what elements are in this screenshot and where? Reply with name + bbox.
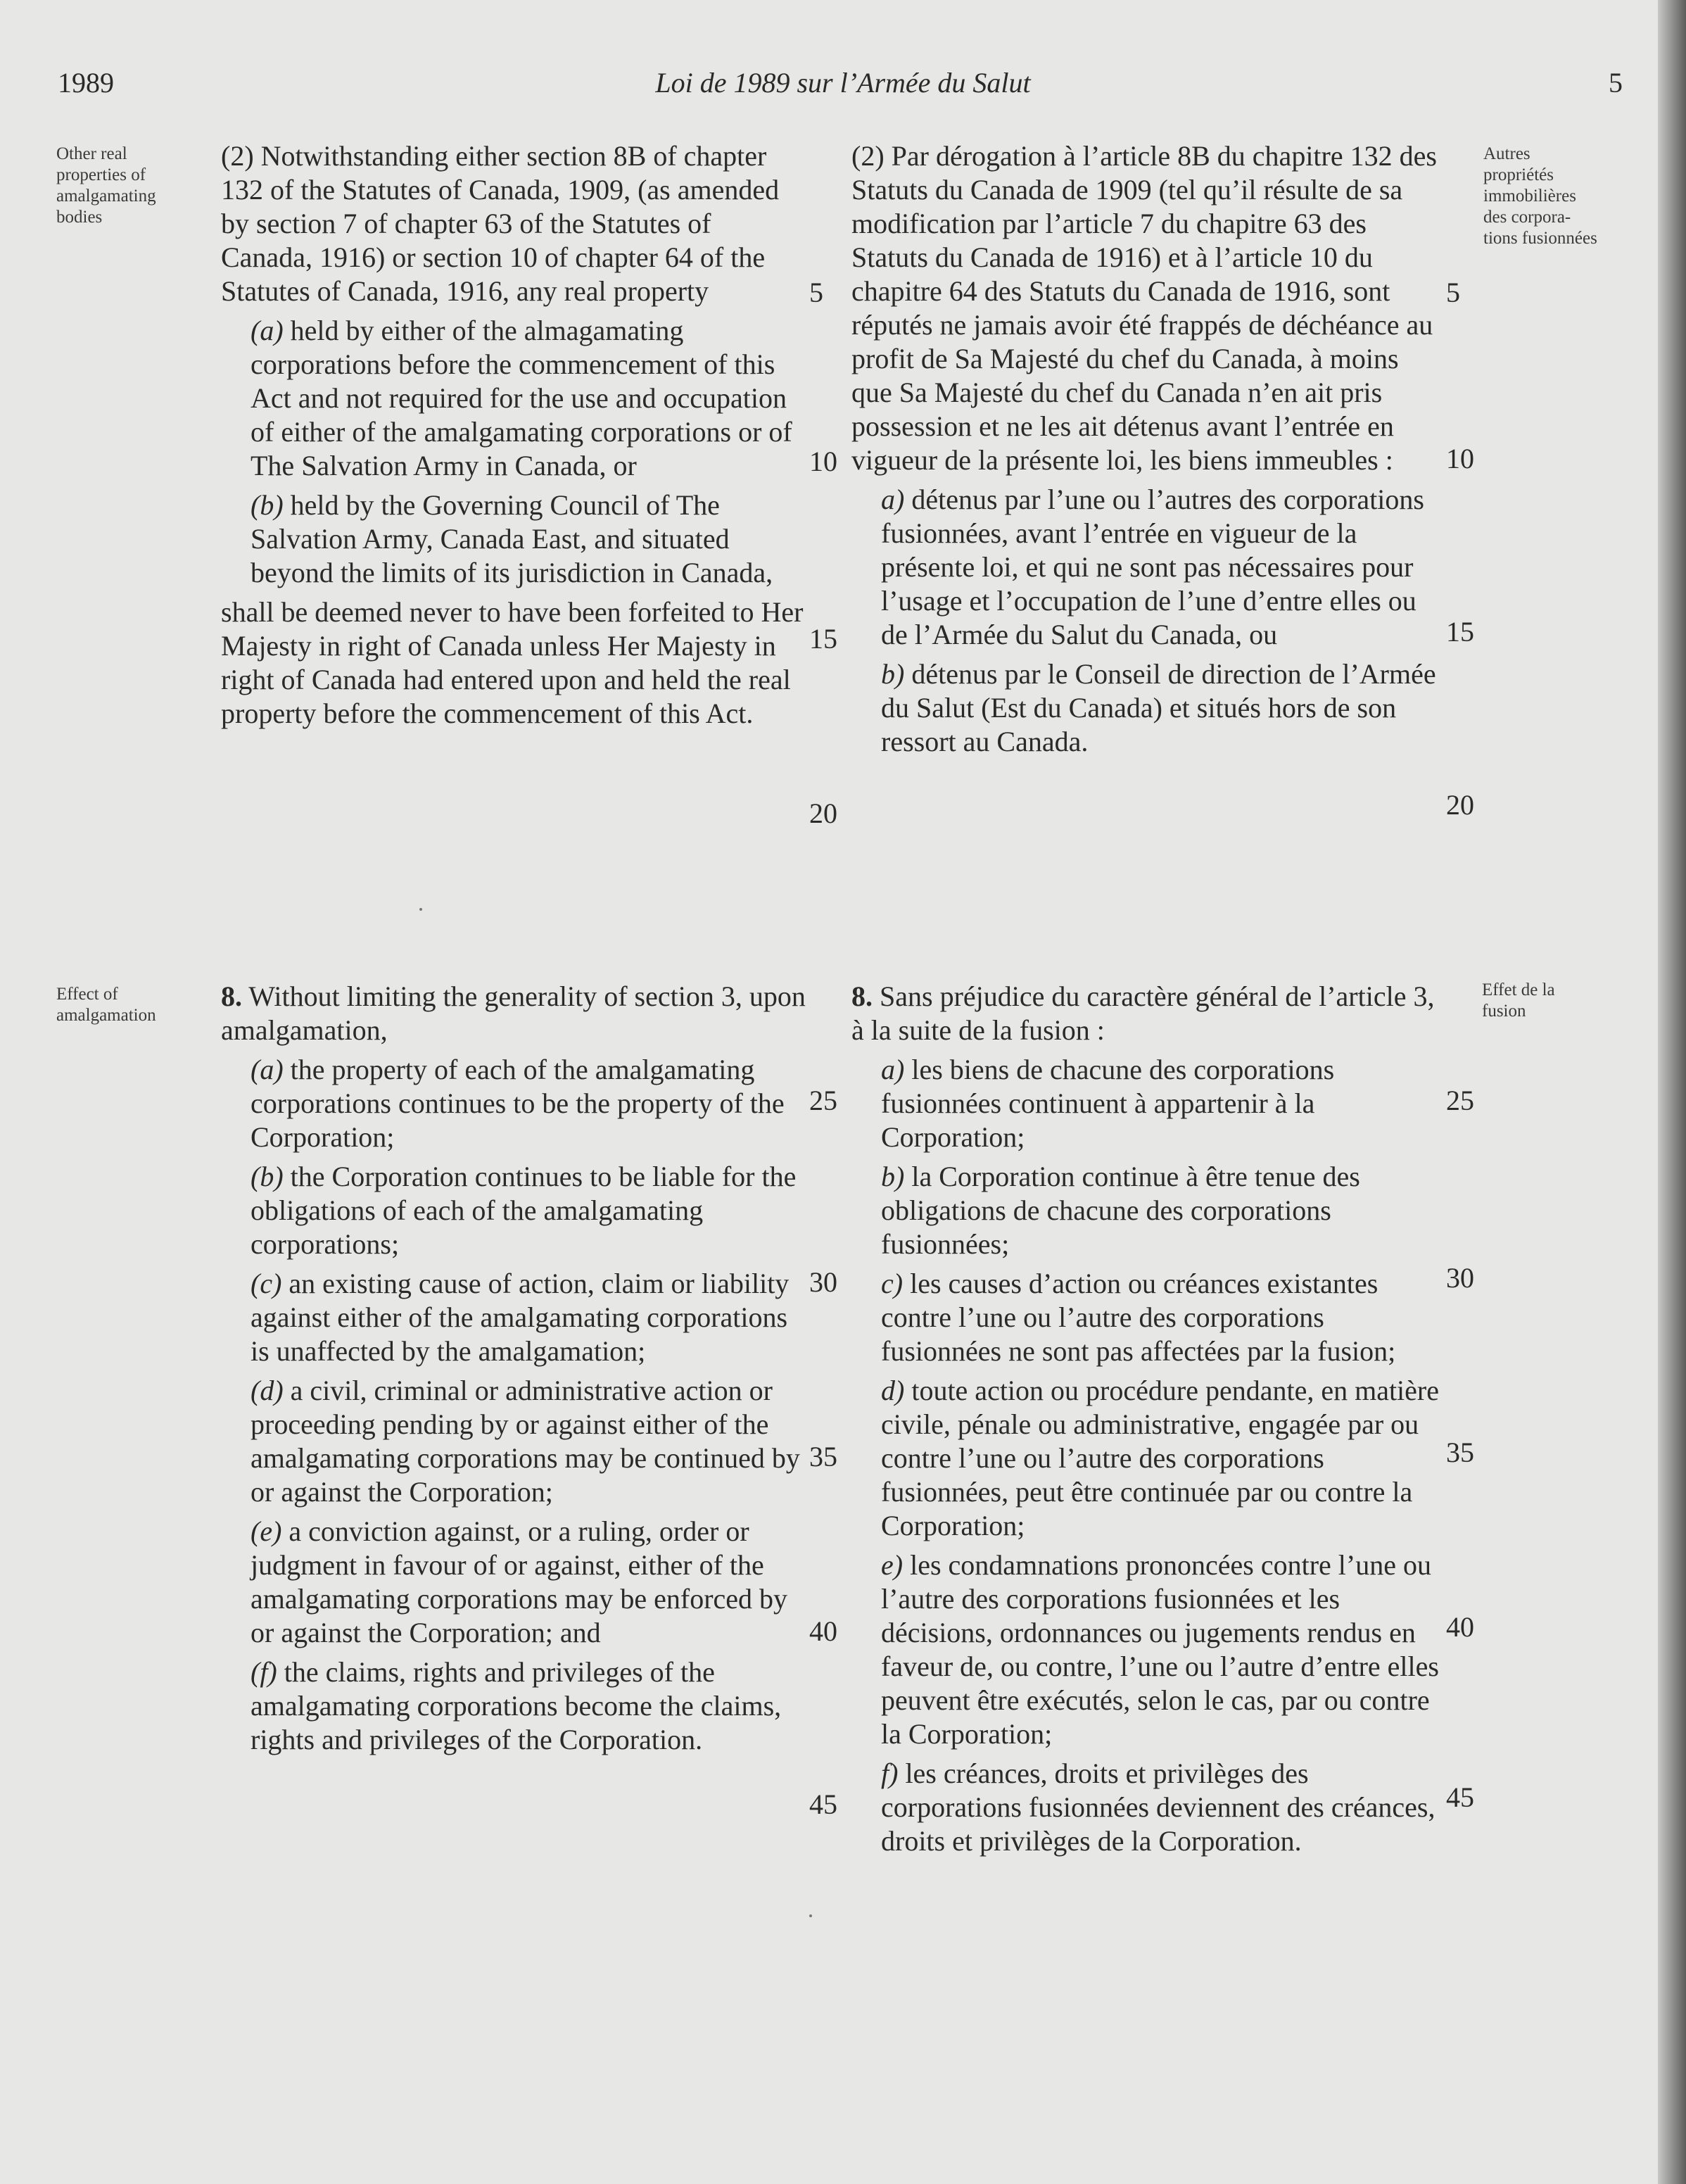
french-section-8: [851, 980, 1443, 1864]
margin-note-fr-effet-de-la-fusion: Effet de la fusion: [1482, 980, 1555, 1021]
line-number-fr-5: 5: [1446, 277, 1460, 308]
line-number-fr-40: 40: [1446, 1611, 1474, 1643]
fr-8-para-e: e) les condamnations prononcées contre l’une ou l’autre des corporations fusionnées et les décisions, ordonnances ou jugements rendus en faveur de, ou contre, l’une ou l’autre d’entre elles peuvent être exécutés, selon le cas, par ou contre la Corporation;: [881, 1549, 1439, 1750]
fr-7-2-para-a: a) détenus par l’une ou l’autres des corporations fusionnées, avant l’entrée en vigueur de la présente loi, et qui ne sont pas nécessaires pour l’usage et l’occupation de l’une d’entre elles ou de l’Armée du Salut du Canada, ou: [881, 484, 1424, 650]
line-number-fr-30: 30: [1446, 1262, 1474, 1294]
en-8-para-a: (a) the property of each of the amalgamating corporations continues to be the property of the Corporation;: [251, 1054, 785, 1153]
margin-note-en-other-real-properties: Other real properties of amalgamating bodies: [56, 144, 156, 227]
en-8-para-c: (c) an existing cause of action, claim or liability against either of the amalgamating corporations is unaffected by the amalgamation;: [251, 1268, 790, 1367]
line-number-en-25: 25: [809, 1085, 837, 1116]
print-speck: [809, 1914, 812, 1917]
fr-8-para-f: f) les créances, droits et privilèges des corporations fusionnées deviennent des créances, droits et privilèges de la Corporation.: [881, 1757, 1435, 1857]
line-number-en-35: 35: [809, 1441, 837, 1472]
fr-8-para-c: c) les causes d’action ou créances existantes contre l’une ou l’autre des corporations fusionnées ne sont pas affectées par la fusion;: [881, 1268, 1396, 1367]
line-number-en-20: 20: [809, 797, 837, 829]
en-7-2-para-b: (b) held by the Governing Council of The Salvation Army, Canada East, and situated beyond the limits of its jurisdiction in Canada,: [251, 489, 773, 588]
en-7-2-closing: shall be deemed never to have been forfeited to Her Majesty in right of Canada unless Her Majesty in right of Canada had entered upon and held the real property before the commencement of this Act.: [221, 596, 804, 729]
en-8-para-d: (d) a civil, criminal or administrative action or proceeding pending by or against either of the amalgamating corporations may be continued by or against the Corporation;: [251, 1375, 800, 1508]
line-number-en-15: 15: [809, 623, 837, 655]
line-number-fr-15: 15: [1446, 616, 1474, 648]
en-8-para-e: (e) a conviction against, or a ruling, order or judgment in favour of or against, either of the amalgamating corporations may be enforced by or against the Corporation; and: [251, 1515, 788, 1648]
line-number-fr-10: 10: [1446, 443, 1474, 474]
fr-8-intro: 8. Sans préjudice du caractère général de l’article 3, à la suite de la fusion :: [851, 980, 1435, 1046]
margin-note-en-effect-of-amalgamation: Effect of amalgamation: [56, 985, 156, 1025]
en-7-2-intro: (2) Notwithstanding either section 8B of chapter 132 of the Statutes of Canada, 1909, (as amended by section 7 of chapter 63 of the Statutes of Canada, 1916) or section 10 of chapter 64 of the Statutes of Canada, 1916, any real property: [221, 140, 780, 307]
line-number-en-40: 40: [809, 1615, 837, 1647]
line-number-en-45: 45: [809, 1788, 837, 1820]
french-subsection-7-2: [851, 139, 1443, 764]
header-title: Loi de 1989 sur l’Armée du Salut: [655, 67, 1031, 99]
fr-8-para-d: d) toute action ou procédure pendante, en matière civile, pénale ou administrative, engagée par ou contre l’une ou l’autre des corporations fusionnées, peut être continuée par ou contre la Corporation;: [881, 1375, 1439, 1541]
line-number-en-5: 5: [809, 277, 823, 308]
english-section-8: [221, 980, 808, 1762]
header-year: 1989: [58, 67, 114, 99]
print-speck: [419, 908, 422, 911]
line-number-fr-45: 45: [1446, 1781, 1474, 1813]
page-number: 5: [1609, 67, 1623, 99]
line-number-fr-20: 20: [1446, 789, 1474, 821]
line-number-fr-25: 25: [1446, 1085, 1474, 1116]
line-number-en-30: 30: [809, 1266, 837, 1298]
en-8-para-b: (b) the Corporation continues to be liable for the obligations of each of the amalgamating corporations;: [251, 1161, 797, 1260]
fr-8-para-b: b) la Corporation continue à être tenue des obligations de chacune des corporations fusionnées;: [881, 1161, 1360, 1260]
page-edge-shadow: [1658, 0, 1686, 2184]
margin-note-fr-autres-proprietes: Autres propriétés immobilières des corpora- tions fusionnées: [1483, 144, 1597, 248]
english-subsection-7-2: [221, 139, 808, 736]
en-7-2-para-a: (a) held by either of the almagamating corporations before the commencement of this Act and not required for the use and occupation of either of the amalgamating corporations or of The Salvation Army in Canada, or: [251, 315, 792, 481]
line-number-en-10: 10: [809, 446, 837, 477]
en-8-para-f: (f) the claims, rights and privileges of the amalgamating corporations become the claims, rights and privileges of the Corporation.: [251, 1656, 782, 1755]
line-number-fr-35: 35: [1446, 1437, 1474, 1468]
en-8-intro: 8. Without limiting the generality of section 3, upon amalgamation,: [221, 980, 806, 1046]
fr-7-2-para-b: b) détenus par le Conseil de direction de l’Armée du Salut (Est du Canada) et situés hors de son ressort au Canada.: [881, 658, 1436, 757]
fr-8-para-a: a) les biens de chacune des corporations fusionnées continuent à appartenir à la Corporation;: [881, 1054, 1335, 1153]
fr-7-2-intro: (2) Par dérogation à l’article 8B du chapitre 132 des Statuts du Canada de 1909 (tel qu’il résulte de sa modification par l’article 7 du chapitre 63 des Statuts du Canada de 1916) et à l’article 10 du chapitre 64 des Statuts du Canada de 1916, sont réputés ne jamais avoir été frappés de déchéance au profit de Sa Majesté du chef du Canada, à moins que Sa Majesté du chef du Canada n’en ait pris possession et ne les ait détenus avant l’entrée en vigueur de la présente loi, les biens immeubles :: [851, 140, 1437, 476]
